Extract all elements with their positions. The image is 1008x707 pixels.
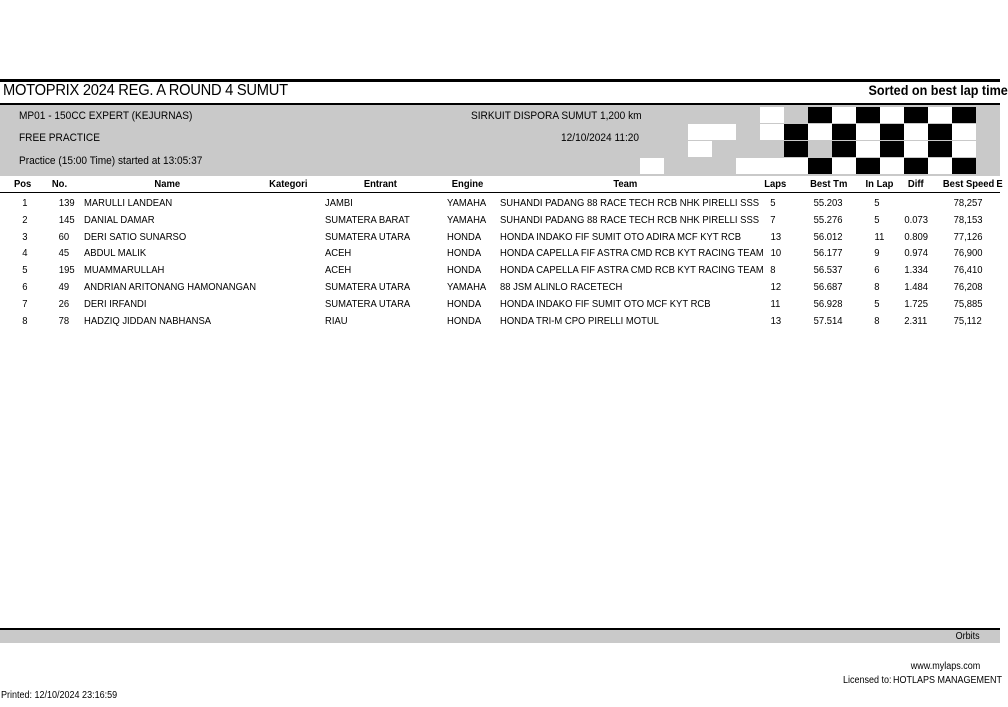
flag-square — [808, 158, 832, 174]
cell-best-tm: 56.012 — [813, 230, 843, 243]
table-row — [0, 279, 1000, 296]
cell-best-speed: 75,885 — [953, 297, 983, 310]
flag-square — [880, 158, 904, 174]
cell-entrant: SUMATERA UTARA — [325, 281, 411, 293]
column-header-row — [0, 176, 1003, 193]
cell-laps: 11 — [770, 297, 781, 310]
flag-square — [784, 141, 808, 157]
flag-square — [784, 107, 808, 123]
cell-diff: 0.073 — [904, 213, 928, 226]
cell-best-speed: 75,112 — [953, 314, 982, 327]
cell-team: HONDA CAPELLA FIF ASTRA CMD RCB KYT RACING TEAM — [500, 247, 764, 260]
cell-engine: HONDA — [447, 264, 482, 277]
cell-diff: 1.725 — [904, 297, 928, 310]
col-best-tm: Best Tm — [810, 178, 848, 190]
cell-laps: 13 — [770, 230, 782, 243]
cell-best-speed: 76,208 — [953, 281, 983, 293]
cell-engine: YAMAHA — [447, 281, 487, 293]
cell-no: 49 — [58, 281, 70, 293]
flag-square — [856, 141, 880, 157]
col-name: Name — [154, 178, 181, 190]
footer-licensed-label: Licensed to: — [843, 675, 892, 686]
cell-best-speed: 78,153 — [953, 213, 983, 226]
col-diff: Diff — [907, 178, 924, 190]
cell-laps: 12 — [770, 281, 782, 293]
table-row — [0, 245, 1000, 262]
flag-square — [808, 107, 832, 123]
flag-square — [880, 107, 904, 123]
cell-pos: 7 — [22, 297, 28, 310]
cell-engine: HONDA — [447, 314, 482, 327]
cell-in-lap: 8 — [874, 281, 880, 293]
cell-best-tm: 56.687 — [813, 281, 843, 293]
cell-entrant: JAMBI — [325, 197, 353, 209]
session-datetime: 12/10/2024 11:20 — [561, 132, 640, 144]
flag-square — [928, 124, 952, 140]
col-laps: Laps — [764, 178, 787, 190]
flag-square — [760, 158, 784, 174]
flag-square — [904, 124, 928, 140]
cell-entrant: SUMATERA UTARA — [325, 297, 411, 310]
cell-name: DERI SATIO SUNARSO — [84, 230, 187, 243]
flag-square — [688, 124, 712, 140]
cell-pos: 3 — [22, 230, 28, 243]
cell-pos: 6 — [22, 281, 28, 293]
flag-square — [832, 141, 856, 157]
cell-team: SUHANDI PADANG 88 RACE TECH RCB NHK PIRELLI SSS — [500, 197, 760, 209]
cell-name: DERI IRFANDI — [84, 297, 147, 310]
col-pos: Pos — [13, 178, 32, 190]
footer-printed: Printed: 12/10/2024 23:16:59 — [1, 690, 118, 701]
cell-engine: HONDA — [447, 297, 482, 310]
flag-square — [832, 124, 856, 140]
cell-entrant: ACEH — [325, 247, 352, 260]
footer-website: www.mylaps.com — [910, 661, 980, 672]
session-info: Practice (15:00 Time) started at 13:05:37 — [19, 155, 203, 167]
flag-square — [712, 124, 736, 140]
cell-no: 195 — [58, 264, 75, 277]
cell-in-lap: 9 — [874, 247, 880, 260]
flag-square — [952, 107, 976, 123]
flag-square — [880, 141, 904, 157]
flag-square — [832, 158, 856, 174]
cell-laps: 7 — [770, 213, 776, 226]
table-row — [0, 195, 1000, 212]
cell-in-lap: 11 — [874, 230, 885, 243]
cell-team: SUHANDI PADANG 88 RACE TECH RCB NHK PIRELLI SSS — [500, 213, 760, 226]
cell-no: 78 — [58, 314, 70, 327]
cell-laps: 10 — [770, 247, 782, 260]
flag-square — [736, 158, 760, 174]
cell-team: HONDA INDAKO FIF SUMIT OTO ADIRA MCF KYT RCB — [500, 230, 742, 243]
table-row — [0, 313, 1000, 330]
cell-diff: 1.484 — [904, 281, 928, 293]
cell-engine: HONDA — [447, 230, 482, 243]
flag-square — [880, 124, 904, 140]
cell-pos: 5 — [22, 264, 28, 277]
flag-square — [952, 158, 976, 174]
cell-entrant: SUMATERA UTARA — [325, 230, 411, 243]
flag-square — [856, 107, 880, 123]
cell-engine: YAMAHA — [447, 213, 487, 226]
table-row — [0, 229, 1000, 246]
flag-square — [928, 158, 952, 174]
class-name: MP01 - 150CC EXPERT (KEJURNAS) — [19, 110, 193, 122]
cell-no: 45 — [58, 247, 70, 260]
table-row — [0, 296, 1000, 313]
col-engine: Engine — [451, 178, 484, 190]
table-row — [0, 212, 1000, 229]
cell-best-tm: 56.537 — [813, 264, 843, 277]
cell-name: MUAMMARULLAH — [84, 264, 165, 277]
cell-diff: 1.334 — [904, 264, 928, 277]
flag-square — [904, 141, 928, 157]
cell-no: 139 — [58, 197, 75, 209]
cell-name: ABDUL MALIK — [84, 247, 147, 260]
col-team: Team — [613, 178, 638, 190]
cell-laps: 13 — [770, 314, 782, 327]
footer-system: Orbits — [955, 631, 980, 642]
sort-label: Sorted on best lap time — [868, 82, 1008, 98]
cell-pos: 4 — [22, 247, 28, 260]
col-kategori: Kategori — [269, 178, 308, 190]
cell-diff: 0.809 — [904, 230, 928, 243]
cell-no: 145 — [58, 213, 75, 226]
flag-square — [856, 124, 880, 140]
cell-no: 26 — [58, 297, 70, 310]
cell-best-speed: 78,257 — [953, 197, 983, 209]
cell-best-tm: 57.514 — [813, 314, 843, 327]
footer-band — [0, 628, 1000, 643]
cell-pos: 1 — [22, 197, 28, 209]
footer-licensee: HOTLAPS MANAGEMENT — [893, 675, 1003, 686]
flag-square — [928, 141, 952, 157]
cell-engine: YAMAHA — [447, 197, 487, 209]
flag-square — [856, 158, 880, 174]
flag-square — [784, 124, 808, 140]
cell-name: ANDRIAN ARITONANG HAMONANGAN — [84, 281, 257, 293]
event-title: MOTOPRIX 2024 REG. A ROUND 4 SUMUT — [3, 82, 288, 99]
cell-in-lap: 5 — [874, 213, 880, 226]
cell-in-lap: 5 — [874, 197, 880, 209]
flag-square — [904, 158, 928, 174]
cell-name: DANIAL DAMAR — [84, 213, 155, 226]
col-no: No. — [51, 178, 68, 190]
cell-best-speed: 77,126 — [953, 230, 983, 243]
cell-best-speed: 76,410 — [953, 264, 983, 277]
cell-in-lap: 6 — [874, 264, 880, 277]
flag-square — [784, 158, 808, 174]
cell-diff: 2.311 — [904, 314, 928, 327]
cell-laps: 5 — [770, 197, 776, 209]
flag-square — [736, 107, 760, 123]
cell-in-lap: 8 — [874, 314, 880, 327]
cell-team: HONDA CAPELLA FIF ASTRA CMD RCB KYT RACING TEAM — [500, 264, 764, 277]
cell-team: HONDA TRI-M CPO PIRELLI MOTUL — [500, 314, 659, 327]
cell-best-tm: 56.177 — [813, 247, 843, 260]
flag-square — [760, 141, 784, 157]
cell-in-lap: 5 — [874, 297, 880, 310]
col-best-speed: Best Speed — [942, 178, 995, 190]
cell-best-tm: 56.928 — [813, 297, 843, 310]
col-extra: E — [996, 178, 1003, 190]
flag-square — [760, 107, 784, 123]
flag-square — [808, 141, 832, 157]
cell-entrant: RIAU — [325, 314, 348, 327]
cell-entrant: SUMATERA BARAT — [325, 213, 410, 226]
cell-best-tm: 55.203 — [813, 197, 843, 209]
col-entrant: Entrant — [363, 178, 397, 190]
flag-square — [952, 141, 976, 157]
cell-best-tm: 55.276 — [813, 213, 843, 226]
flag-square — [640, 158, 664, 174]
flag-square — [904, 107, 928, 123]
cell-no: 60 — [58, 230, 70, 243]
table-row — [0, 262, 1000, 279]
cell-team: HONDA INDAKO FIF SUMIT OTO MCF KYT RCB — [500, 297, 711, 310]
flag-square — [832, 107, 856, 123]
flag-square — [808, 124, 832, 140]
cell-name: HADZIQ JIDDAN NABHANSA — [84, 314, 212, 327]
cell-engine: HONDA — [447, 247, 482, 260]
col-in-lap: In Lap — [865, 178, 894, 190]
cell-diff: 0.974 — [904, 247, 928, 260]
cell-team: 88 JSM ALINLO RACETECH — [500, 281, 623, 293]
circuit-name: SIRKUIT DISPORA SUMUT 1,200 km — [471, 110, 642, 122]
session-name: FREE PRACTICE — [19, 132, 100, 144]
cell-name: MARULLI LANDEAN — [84, 197, 173, 209]
flag-square — [952, 124, 976, 140]
session-header-band — [0, 103, 1000, 176]
cell-pos: 2 — [22, 213, 28, 226]
cell-best-speed: 76,900 — [953, 247, 983, 260]
flag-square — [928, 107, 952, 123]
cell-pos: 8 — [22, 314, 28, 327]
flag-square — [760, 124, 784, 140]
flag-square — [688, 141, 712, 157]
cell-entrant: ACEH — [325, 264, 352, 277]
cell-laps: 8 — [770, 264, 776, 277]
